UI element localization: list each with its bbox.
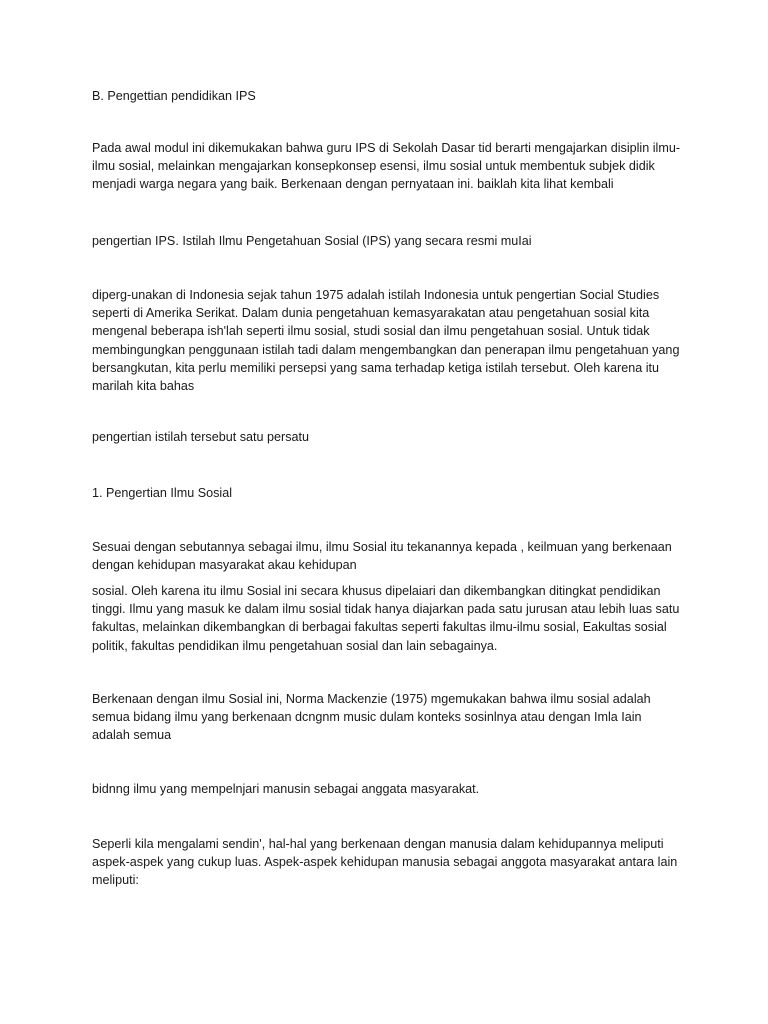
paragraph-social-studies: diperg-unakan di Indonesia sejak tahun 1975 adalah istilah Indonesia untuk pengertian Social Studies seperti di Amerika Serikat. Dalam dunia pengetahuan kemasyarakatan atau pengetahuan sosial kita mengenal beberapa ish'lah seperti ilmu sosial, studi sosial dan ilmu pengetahuan sosial. Untuk tidak membingungkan penggunaan istilah tadi dalam mengembangkan dan penerapan ilmu pengetahuan yang bersangkutan, kita perlu memiliki persepsi yang sama terhadap ketiga istilah tersebut. Oleh karena itu marilah kita bahas <box>92 288 680 394</box>
paragraph-ips-term: pengertian IPS. Istilah Ilmu Pengetahuan Sosial (IPS) yang secara resmi muIai <box>92 234 532 248</box>
paragraph-definition: bidnng ilmu yang mempelnjari manusin sebagai anggata masyarakat. <box>92 782 480 796</box>
subsection-heading: 1. Pengertian Ilmu Sosial <box>92 486 233 500</box>
paragraph-pendidikan-tinggi: sosial. Oleh karena itu ilmu Sosial ini secara khusus dipelaiari dan dikembangkan ditingkat pendidikan tinggi. Ilmu yang masuk ke dalam ilmu sosial tidak hanya diajarkan pada satu jurusan atau lebih luas satu fakultas, melainkan dikembangkan di berbagai fakultas seperti fakultas ilmu-ilmu sosial, Eakultas sosial politik, fakultas pendidikan ilmu pengetahuan sosial dan lain sebagainya. <box>92 584 680 653</box>
paragraph-one-by-one: pengertian istilah tersebut satu persatu <box>92 430 310 444</box>
paragraph-mackenzie: Berkenaan dengan ilmu Sosial ini, Norma Mackenzie (1975) mgemukakan bahwa ilmu sosial adalah semua bidang ilmu yang berkenaan dcngnm music dulam konteks sosinlnya atau dengan Imla Iain adalah semua <box>92 692 651 743</box>
section-heading: B. Pengettian pendidikan IPS <box>92 89 256 103</box>
paragraph-ilmu-sosial: Sesuai dengan sebutannya sebagai ilmu, ilmu Sosial itu tekanannya kepada , keilmuan yang berkenaan dengan kehidupan masyarakat akau kehidupan <box>92 540 672 573</box>
paragraph-intro: Pada awal modul ini dikemukakan bahwa guru IPS di Sekolah Dasar tid berarti mengajarkan disiplin ilmu-ilmu sosial, melainkan mengajarkan konsepkonsep esensi, ilmu sosial untuk membentuk subjek didik menjadi warga negara yang baik. Berkenaan dengan pernyataan ini. baiklah kita lihat kembali <box>92 141 681 192</box>
paragraph-aspects: Seperli kila mengalami sendin', hal-hal yang berkenaan dengan manusia dalam kehidupannya meliputi aspek-aspek yang cukup luas. Aspek-aspek kehidupan manusia sebagai anggota masyarakat antara lain meliputi: <box>92 837 678 888</box>
